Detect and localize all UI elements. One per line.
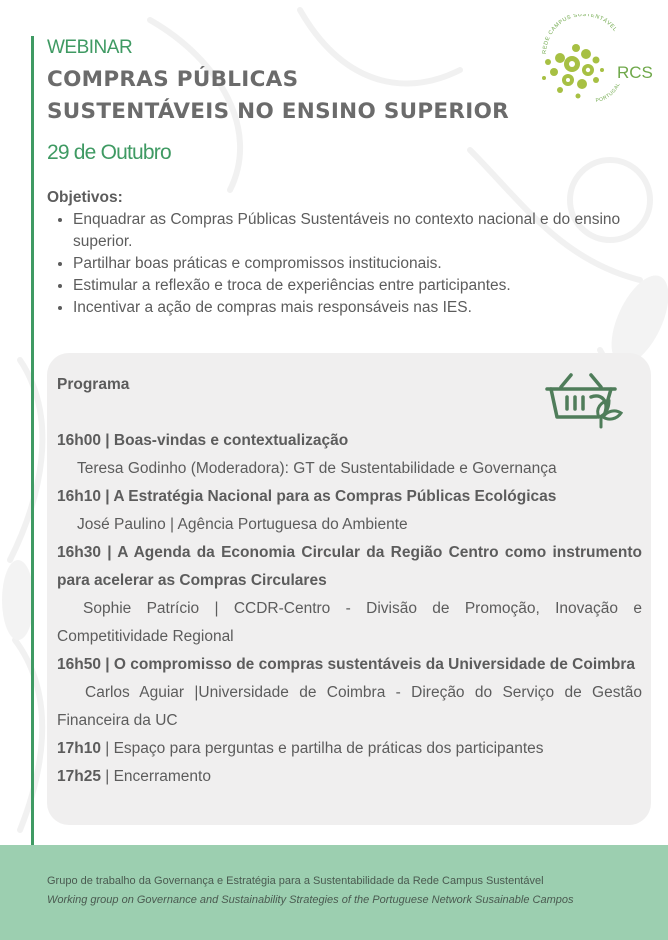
item-title: Boas-vindas e contextualização: [113, 432, 349, 449]
logo-acronym: RCS: [617, 63, 653, 82]
footer-text-en: Working group on Governance and Sustainability Strategies of the Portuguese Network Susainable Campos: [47, 894, 574, 906]
item-time: 16h10: [57, 488, 101, 505]
program-panel: [47, 353, 651, 825]
title-line-1: COMPRAS PÚBLICAS: [47, 67, 299, 92]
objectives-title: Objetivos:: [47, 189, 123, 206]
item-speaker-row: [57, 595, 642, 651]
schedule-item: [57, 539, 642, 595]
list-item: • Enquadrar as Compras Públicas Sustentáveis no contexto nacional e do ensino superior.: [73, 209, 627, 253]
rcs-logo-graphic: [524, 14, 656, 114]
item-separator: |: [100, 768, 114, 785]
schedule-item: [57, 483, 642, 511]
item-separator: |: [100, 656, 114, 673]
item-title: Encerramento: [113, 768, 211, 785]
shopping-basket-icon: [543, 371, 623, 433]
svg-text:REDE CAMPUS SUSTENTÁVEL: [542, 14, 618, 54]
item-speaker-row: [57, 679, 642, 735]
item-speaker: José Paulino | Agência Portuguesa do Ambiente: [77, 516, 408, 533]
page-title: [47, 64, 527, 128]
schedule-item: [57, 651, 642, 679]
logo-arc-text: REDE CAMPUS SUSTENTÁVEL: [541, 14, 619, 55]
objectives-list: [47, 209, 627, 319]
item-time: 17h25: [57, 768, 101, 785]
rcs-logo: [524, 14, 656, 114]
logo-sub-text: PORTUGAL: [595, 81, 622, 105]
item-title: Espaço para perguntas e partilha de práticas dos participantes: [113, 740, 544, 757]
event-date: 29 de Outubro: [47, 141, 171, 164]
item-time: 16h30: [57, 544, 101, 561]
list-item: • Incentivar a ação de compras mais responsáveis nas IES.: [73, 297, 627, 319]
footer: [0, 845, 668, 940]
item-speaker: Teresa Godinho (Moderadora): GT de Sustentabilidade e Governança: [77, 460, 557, 477]
item-separator: |: [100, 488, 114, 505]
item-speaker: Sophie Patrício | CCDR-Centro - Divisão de Promoção, Inovação e Competitividade Regional: [57, 600, 642, 645]
schedule-item: [57, 763, 642, 791]
item-title: O compromisso de compras sustentáveis da Universidade de Coimbra: [113, 656, 636, 673]
title-line-2: SUSTENTÁVEIS NO ENSINO SUPERIOR: [47, 99, 509, 124]
item-time: 16h00: [57, 432, 101, 449]
footer-text-pt: Grupo de trabalho da Governança e Estratégia para a Sustentabilidade da Rede Campus Sustentável: [47, 875, 544, 887]
item-speaker: Carlos Aguiar |Universidade de Coimbra - Direção do Serviço de Gestão Financeira da UC: [57, 684, 642, 729]
item-separator: |: [100, 432, 114, 449]
item-speaker-row: [57, 511, 642, 539]
list-item: • Partilhar boas práticas e compromissos institucionais.: [73, 253, 627, 275]
header: [47, 36, 527, 166]
item-separator: |: [100, 544, 118, 561]
left-accent-line: [31, 36, 34, 940]
item-title: A Estratégia Nacional para as Compras Públicas Ecológicas: [113, 488, 557, 505]
schedule-item: [57, 735, 642, 763]
eyebrow-label: WEBINAR: [47, 37, 133, 58]
objectives-section: [47, 188, 627, 319]
list-item: • Estimular a reflexão e troca de experiências entre participantes.: [73, 275, 627, 297]
program-title: Programa: [57, 376, 130, 393]
item-title: A Agenda da Economia Circular da Região Centro como instrumento para acelerar as Compras Circulares: [57, 544, 643, 589]
schedule-item: [57, 427, 642, 455]
item-time: 16h50: [57, 656, 101, 673]
program-schedule: [57, 427, 642, 791]
item-speaker-row: [57, 455, 642, 483]
item-time: 17h10: [57, 740, 101, 757]
item-separator: |: [100, 740, 114, 757]
svg-text:PORTUGAL: [595, 82, 622, 104]
